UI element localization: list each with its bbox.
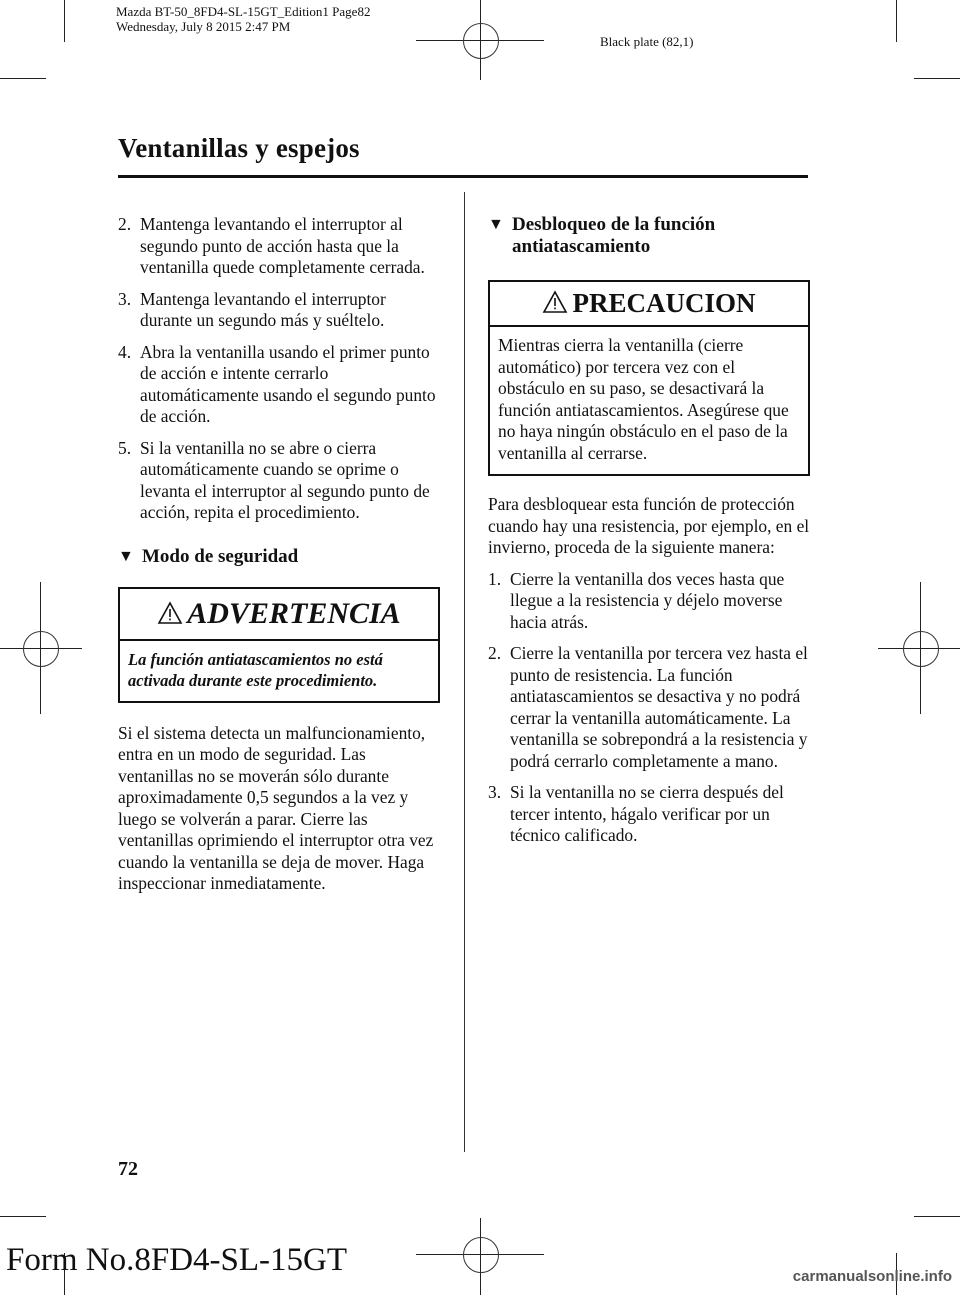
step-item <box>118 214 440 279</box>
right-column <box>488 214 810 857</box>
step-text: Si la ventanilla no se cierra después del tercer intento, hágalo verificar por un técnico calificado. <box>510 782 784 845</box>
step-item <box>488 643 810 772</box>
file-info-line1: Mazda BT-50_8FD4-SL-15GT_Edition1 Page82 <box>116 4 371 19</box>
step-number: 1. <box>488 568 502 589</box>
step-text: Cierre la ventanilla por tercera vez hasta el punto de resistencia. La función antiatascamientos se desactiva y no podrá cerrar la ventanilla automáticamente. La ventanilla se sobrepondrá a la resistencia y podrá cerrarlo completamente a mano. <box>510 643 808 771</box>
triangle-down-icon: ▼ <box>118 547 134 565</box>
step-number: 2. <box>488 643 502 663</box>
step-number: 4. <box>118 341 132 362</box>
unlock-heading <box>488 214 810 258</box>
step-item <box>118 289 440 332</box>
form-number: Form No.8FD4-SL-15GT <box>6 1242 348 1278</box>
file-info <box>116 4 370 34</box>
caution-header <box>490 282 808 327</box>
step-number: 3. <box>118 288 132 309</box>
step-item <box>118 342 440 428</box>
registration-mark-left <box>23 631 59 667</box>
registration-mark-right <box>903 631 939 667</box>
step-item <box>118 438 440 524</box>
warning-title: ADVERTENCIA <box>187 596 401 630</box>
alert-triangle-icon <box>542 290 568 314</box>
caution-box <box>488 280 810 476</box>
caution-title: PRECAUCION <box>572 288 756 318</box>
step-number: 3. <box>488 782 502 802</box>
step-number: 5. <box>118 437 132 458</box>
warning-text: La función antiatascamientos no está activada durante este procedimiento. <box>128 649 383 690</box>
step-text: Mantenga levantando el interruptor durante un segundo más y suéltelo. <box>140 288 386 330</box>
crop-mark <box>896 0 897 42</box>
caution-text: Mientras cierra la ventanilla (cierre automático) por tercera vez con el obstáculo en su paso, se desactivará la función antiatascamientos. Asegúrese que no haya ningún obstáculo en el paso de la ventanilla al cerrarse. <box>498 335 789 463</box>
safety-mode-heading <box>118 546 440 568</box>
registration-mark-top <box>463 23 499 59</box>
warning-header <box>120 589 438 641</box>
title-rule <box>118 175 808 178</box>
warning-body <box>120 641 438 701</box>
crop-mark <box>0 1216 46 1217</box>
step-number: 2. <box>118 214 132 234</box>
crop-mark <box>914 1216 960 1217</box>
heading-line1: Desbloqueo de la función <box>512 214 716 235</box>
section-title: Ventanillas y espejos <box>118 133 360 163</box>
heading-text: Modo de seguridad <box>142 545 299 567</box>
step-text: Mantenga levantando el interruptor al segundo punto de acción hasta que la ventanilla quede completamente cerrada. <box>140 214 425 277</box>
plate-label: Black plate (82,1) <box>600 34 694 49</box>
unlock-intro: Para desbloquear esta función de protección cuando hay una resistencia, por ejemplo, en el invierno, proceda de la siguiente manera: <box>488 494 810 557</box>
watermark: carmanualsonline.info <box>792 1268 952 1285</box>
caution-body <box>490 327 808 474</box>
crop-mark <box>914 78 960 79</box>
safety-paragraph: Si el sistema detecta un malfuncionamiento, entra en un modo de seguridad. Las ventanillas no se moverán sólo durante aproximadamente 0,5 segundos a la vez y luego se volverán a parar. Cierre las ventanillas oprimiendo el interruptor otra vez cuando la ventanilla se deja de mover. Haga inspeccionar inmediatamente. <box>118 722 434 893</box>
step-item <box>488 569 810 634</box>
heading-line2: antiatascamiento <box>512 236 651 257</box>
registration-mark-bottom <box>463 1237 499 1273</box>
warning-box <box>118 587 440 703</box>
crop-mark <box>64 0 65 42</box>
crop-mark <box>0 78 46 79</box>
column-divider <box>464 192 465 1152</box>
alert-triangle-icon <box>157 601 183 625</box>
step-text: Cierre la ventanilla dos veces hasta que llegue a la resistencia y déjelo moverse hacia atrás. <box>510 568 785 632</box>
file-info-line2: Wednesday, July 8 2015 2:47 PM <box>116 19 291 34</box>
triangle-down-icon: ▼ <box>488 216 504 233</box>
step-text: Si la ventanilla no se abre o cierra automáticamente cuando se oprime o levanta el interruptor al segundo punto de acción, repita el procedimiento. <box>140 437 430 522</box>
step-text: Abra la ventanilla usando el primer punto de acción e intente cerrarlo automáticamente usando el segundo punto de acción. <box>140 341 436 426</box>
page-number: 72 <box>118 1158 138 1180</box>
step-item <box>488 782 810 847</box>
left-column <box>118 214 440 895</box>
